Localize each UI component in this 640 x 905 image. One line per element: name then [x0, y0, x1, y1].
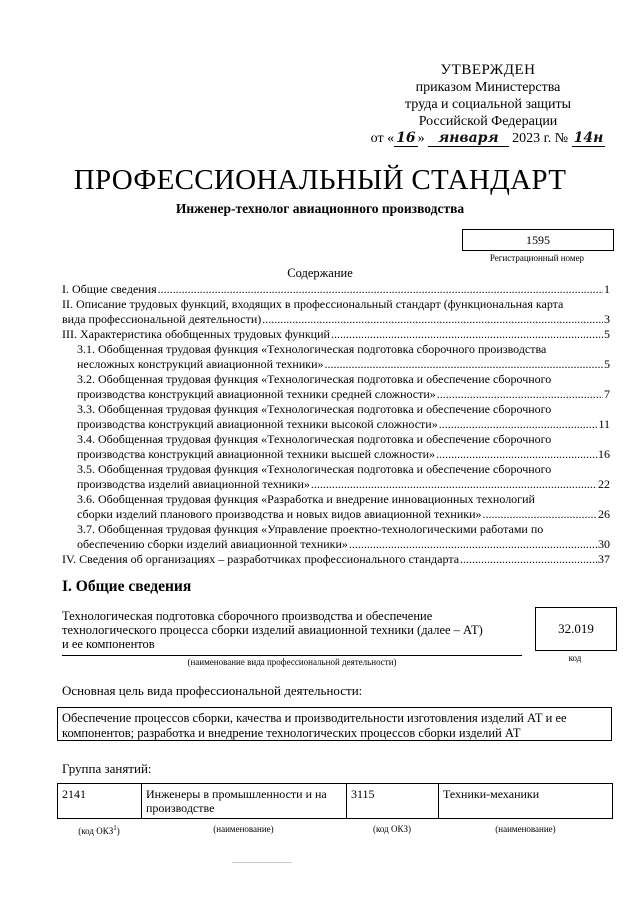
toc-subentry[interactable]: 3.7. Обобщенная трудовая функция «Управление проектно-технологическими работами по обеспечению сборки изделий авиационной техники» ..... 30: [62, 522, 610, 552]
approval-line-3: Российской Федерации: [418, 114, 558, 129]
occupation-table: [57, 783, 613, 819]
activity-underline: [62, 655, 522, 656]
date-day-handwritten: 16: [396, 130, 416, 146]
toc-page: 16: [598, 447, 610, 461]
date-mid: »: [417, 131, 425, 146]
activity-code-caption: код: [568, 653, 582, 663]
table-of-contents: [62, 282, 610, 567]
okz-code-cell: 2141: [58, 784, 142, 819]
activity-code-box: 32.019: [535, 607, 617, 651]
toc-page: 1: [604, 282, 610, 296]
approval-date-line: [352, 130, 624, 147]
date-year: 2023 г. №: [512, 131, 569, 146]
toc-entry[interactable]: I. Общие сведения ..... 1: [62, 282, 610, 297]
approval-block: [352, 62, 624, 147]
goal-box: Обеспечение процессов сборки, качества и производительности изготовления изделий АТ и ее компонентов; разработка и внедрение технологических процессов сборки изделий АТ: [57, 707, 612, 741]
approval-line-2: труда и социальной защиты: [405, 97, 571, 112]
toc-page: 5: [604, 327, 610, 341]
okz-code-cell: 3115: [347, 784, 439, 819]
occupation-name-cell: Техники-механики: [439, 784, 613, 819]
approval-title: УТВЕРЖДЕН: [440, 62, 536, 78]
occupation-name-caption: (наименование): [213, 824, 274, 834]
toc-subentry[interactable]: 3.3. Обобщенная трудовая функция «Технологическая подготовка и обеспечение сборочного производства конструкций авиационной техники высокой сложности» ..... 11: [62, 402, 610, 432]
registration-number-box: 1595: [462, 229, 614, 251]
toc-entry[interactable]: III. Характеристика обобщенных трудовых функций ..... 5: [62, 327, 610, 342]
activity-name: Технологическая подготовка сборочного производства и обеспечение технологического процесса сборки изделий авиационной техники (далее – АТ) и ее компонентов: [62, 609, 483, 651]
approval-line-1: приказом Министерства: [415, 80, 561, 95]
toc-page: 3: [604, 312, 610, 326]
toc-page: 37: [598, 552, 610, 566]
document-title: ПРОФЕССИОНАЛЬНЫЙ СТАНДАРТ: [73, 164, 567, 196]
occupation-group-label: Группа занятий:: [62, 761, 152, 776]
toc-page: 11: [598, 417, 610, 431]
toc-page: 30: [598, 537, 610, 551]
divider: [232, 862, 292, 863]
toc-heading: Содержание: [287, 266, 353, 280]
goal-label: Основная цель вида профессиональной деятельности:: [62, 683, 363, 698]
activity-caption: (наименование вида профессиональной деятельности): [187, 657, 397, 667]
toc-subentry[interactable]: 3.5. Обобщенная трудовая функция «Технологическая подготовка и обеспечение сборочного производства изделий авиационной техники» ..... 22: [62, 462, 610, 492]
occupation-name-caption: (наименование): [495, 824, 556, 834]
toc-subentry[interactable]: 3.4. Обобщенная трудовая функция «Технологическая подготовка и обеспечение сборочного производства конструкций авиационной техники высшей сложности» ..... 16: [62, 432, 610, 462]
toc-page: 5: [604, 357, 610, 371]
toc-page: 7: [604, 387, 610, 401]
toc-page: 26: [598, 507, 610, 521]
toc-page: 22: [598, 477, 610, 491]
okz-code-caption: (код ОКЗ$^1$): [78, 824, 120, 836]
toc-entry[interactable]: IV. Сведения об организациях – разработчиках профессионального стандарта ..... 37: [62, 552, 610, 567]
toc-subentry[interactable]: 3.6. Обобщенная трудовая функция «Разработка и внедрение инновационных технологий сборки изделий планового производства и новых видов авиационной техники» ..... 26: [62, 492, 610, 522]
registration-caption: Регистрационный номер: [489, 253, 585, 263]
table-row: [58, 784, 613, 819]
toc-subentry[interactable]: 3.1. Обобщенная трудовая функция «Технологическая подготовка сборочного производства несложных конструкций авиационной техники» ..... 5: [62, 342, 610, 372]
section-heading: I. Общие сведения: [62, 578, 192, 595]
document-subtitle: Инженер-технолог авиационного производства: [175, 201, 465, 216]
toc-entry[interactable]: II. Описание трудовых функций, входящих в профессиональный стандарт (функциональная карта вида профессиональной деятельности) ..... 3: [62, 297, 610, 327]
occupation-name-cell: Инженеры в промышленности и на производстве: [142, 784, 347, 819]
order-number-handwritten: 14н: [573, 130, 604, 146]
date-prefix: от «: [370, 131, 395, 146]
okz-code-caption: (код ОКЗ): [373, 824, 411, 834]
toc-subentry[interactable]: 3.2. Обобщенная трудовая функция «Технологическая подготовка и обеспечение сборочного производства конструкций авиационной техники средней сложности» ..... 7: [62, 372, 610, 402]
date-month-handwritten: января: [428, 130, 509, 147]
